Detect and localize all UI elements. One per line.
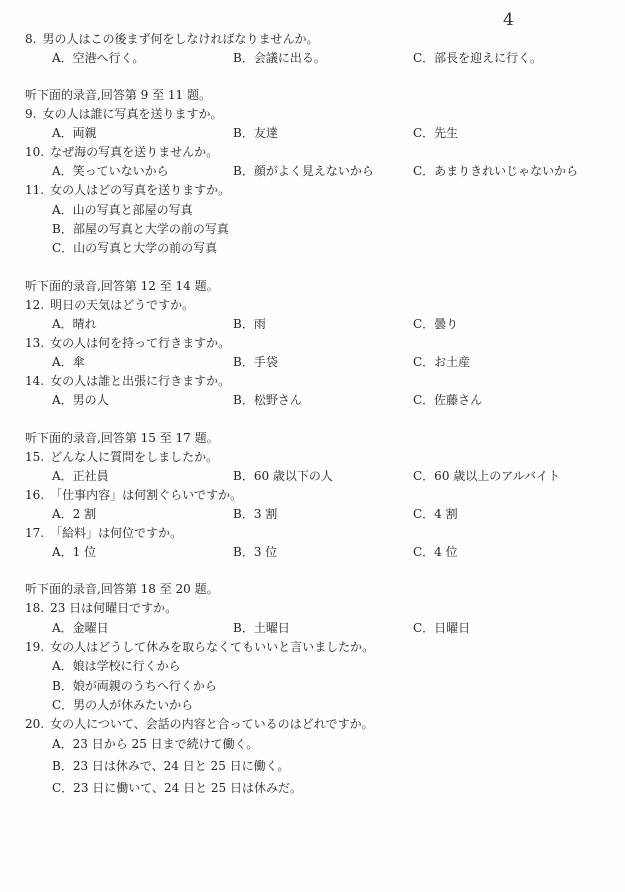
option-10b: B．顔がよく見えないから — [233, 164, 374, 178]
option-8b: B．会議に出る。 — [233, 51, 326, 65]
question-number: 15. — [25, 450, 45, 464]
question-number: 8. — [25, 32, 37, 46]
section-instruction-18-20: 听下面的录音,回答第 18 至 20 题。 — [25, 582, 219, 596]
option-15a: A．正社員 — [52, 469, 109, 483]
question-9 — [25, 105, 222, 123]
question-text: 明日の天気はどうですか。 — [50, 298, 195, 312]
question-16 — [25, 486, 242, 504]
section-instruction-9-11: 听下面的录音,回答第 9 至 11 题。 — [25, 88, 211, 102]
option-20b: B．23 日は休みで、24 日と 25 日に働く。 — [52, 759, 290, 773]
question-13 — [25, 334, 230, 352]
option-11b: B．部屋の写真と大学の前の写真 — [52, 222, 229, 236]
option-15c: C．60 歳以上のアルバイト — [413, 469, 560, 483]
option-9a: A．両親 — [52, 126, 97, 140]
option-17c: C．4 位 — [413, 545, 458, 559]
question-text: 23 日は何曜日ですか。 — [50, 601, 178, 615]
question-text: どんな人に質問をしましたか。 — [50, 450, 219, 464]
question-17 — [25, 524, 182, 542]
question-number: 14. — [25, 374, 45, 388]
question-number: 10. — [25, 145, 45, 159]
option-16a: A．2 割 — [52, 507, 97, 521]
question-text: 女の人はどうして休みを取らなくてもいいと言いましたか。 — [50, 640, 375, 654]
option-20a: A．23 日から 25 日まで続けて働く。 — [52, 737, 259, 751]
option-19c: C．男の人が休みたいから — [52, 698, 194, 712]
option-10a: A．笑っていないから — [52, 164, 169, 178]
option-18c: C．日曜日 — [413, 621, 471, 635]
option-8a: A．空港へ行く。 — [52, 51, 145, 65]
question-20 — [25, 715, 374, 733]
question-text: 男の人はこの後まず何をしなければなりませんか。 — [42, 32, 319, 46]
question-15 — [25, 448, 218, 466]
option-18b: B．土曜日 — [233, 621, 290, 635]
option-10c: C．あまりきれいじゃないから — [413, 164, 579, 178]
question-14 — [25, 372, 230, 390]
option-17b: B．3 位 — [233, 545, 278, 559]
section-instruction-12-14: 听下面的录音,回答第 12 至 14 题。 — [25, 279, 219, 293]
option-9b: B．友達 — [233, 126, 278, 140]
option-15b: B．60 歳以下の人 — [233, 469, 333, 483]
option-14b: B．松野さん — [233, 393, 302, 407]
question-12 — [25, 296, 194, 314]
option-20c: C．23 日に働いて、24 日と 25 日は休みだ。 — [52, 781, 303, 795]
option-17a: A．1 位 — [52, 545, 97, 559]
question-number: 17. — [25, 526, 45, 540]
question-text: 女の人は誰と出張に行きますか。 — [50, 374, 231, 388]
question-11 — [25, 181, 230, 199]
question-text: 「給料」は何位ですか。 — [50, 526, 183, 540]
option-16c: C．4 割 — [413, 507, 458, 521]
option-16b: B．3 割 — [233, 507, 278, 521]
option-12a: A．晴れ — [52, 317, 97, 331]
option-19b: B．娘が両親のうちへ行くから — [52, 679, 217, 693]
option-8c: C．部長を迎えに行く。 — [413, 51, 542, 65]
option-18a: A．金曜日 — [52, 621, 109, 635]
option-11a: A．山の写真と部屋の写真 — [52, 203, 193, 217]
question-number: 9. — [25, 107, 37, 121]
question-number: 20. — [25, 717, 45, 731]
question-19 — [25, 638, 374, 656]
option-13a: A．傘 — [52, 355, 85, 369]
option-13c: C．お土産 — [413, 355, 471, 369]
section-instruction-15-17: 听下面的录音,回答第 15 至 17 题。 — [25, 431, 219, 445]
question-8 — [25, 30, 318, 48]
option-11c: C．山の写真と大学の前の写真 — [52, 241, 218, 255]
question-text: 女の人は誰に写真を送りますか。 — [42, 107, 223, 121]
question-number: 19. — [25, 640, 45, 654]
question-text: 女の人はどの写真を送りますか。 — [50, 183, 231, 197]
option-9c: C．先生 — [413, 126, 459, 140]
question-text: 「仕事内容」は何割ぐらいですか。 — [50, 488, 243, 502]
option-12c: C．曇り — [413, 317, 459, 331]
question-18 — [25, 599, 177, 617]
question-text: 女の人について、会話の内容と合っているのはどれですか。 — [50, 717, 374, 731]
question-number: 11. — [25, 183, 45, 197]
option-14a: A．男の人 — [52, 393, 109, 407]
question-text: 女の人は何を持って行きますか。 — [50, 336, 231, 350]
question-text: なぜ海の写真を送りませんか。 — [50, 145, 219, 159]
question-number: 12. — [25, 298, 45, 312]
option-19a: A．娘は学校に行くから — [52, 659, 181, 673]
option-14c: C．佐藤さん — [413, 393, 483, 407]
question-number: 18. — [25, 601, 45, 615]
option-13b: B．手袋 — [233, 355, 278, 369]
question-number: 16. — [25, 488, 45, 502]
question-number: 13. — [25, 336, 45, 350]
page-number: 4 — [503, 10, 514, 30]
question-10 — [25, 143, 218, 161]
option-12b: B．雨 — [233, 317, 266, 331]
